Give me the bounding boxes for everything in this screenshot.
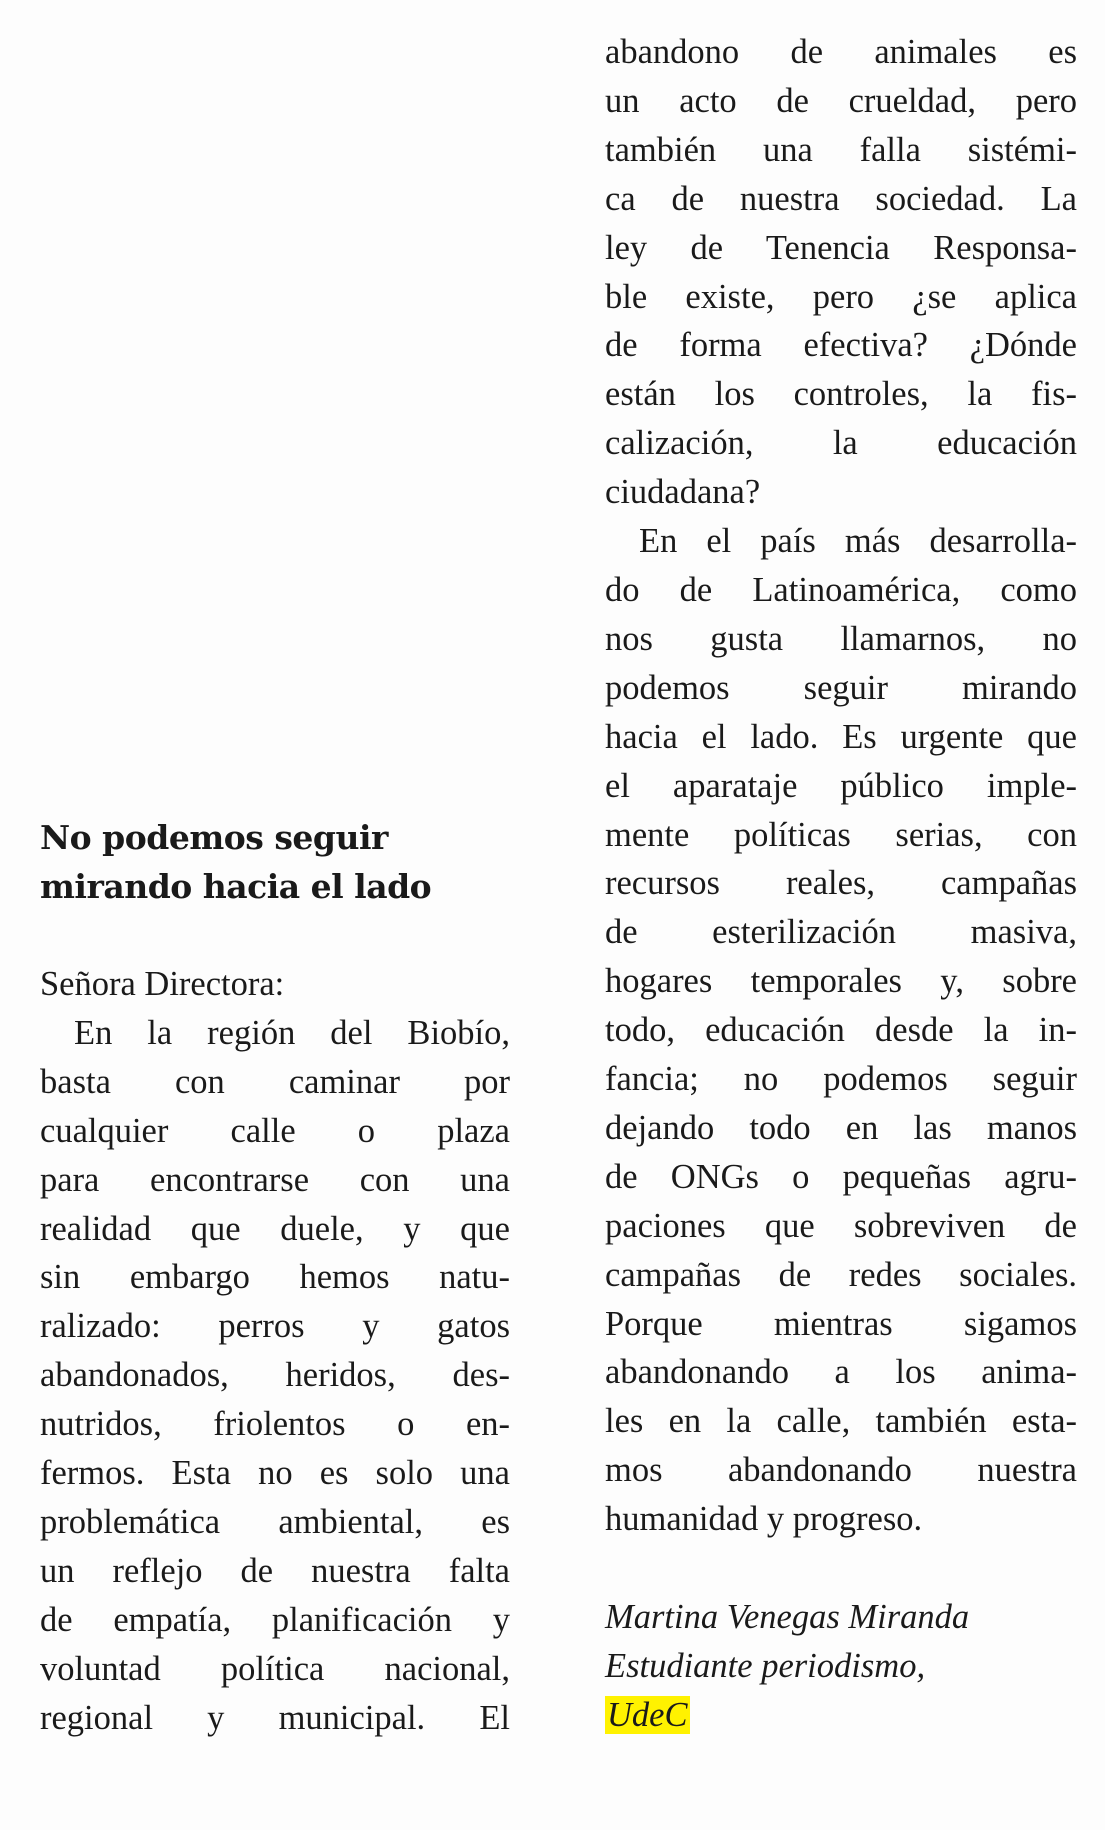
text-line: ralizado: perros y gatos <box>40 1307 510 1346</box>
text-line: un reflejo de nuestra falta <box>40 1551 510 1590</box>
signature-block <box>605 1593 1077 1740</box>
text-line: ciudadana? <box>605 473 761 512</box>
signature-institution-line <box>605 1691 1077 1740</box>
text-line: mente políticas serias, con <box>605 815 1077 854</box>
text-line: mos abandonando nuestra <box>605 1451 1077 1490</box>
text-line: ca de nuestra sociedad. La <box>605 179 1077 218</box>
text-line: basta con caminar por <box>40 1062 510 1101</box>
text-line: humanidad y progreso. <box>605 1500 923 1539</box>
text-line: Porque mientras sigamos <box>605 1304 1077 1343</box>
text-line: problemática ambiental, es <box>40 1502 510 1541</box>
right-column <box>605 28 1077 1740</box>
text-line: de ONGs o pequeñas agru- <box>605 1157 1077 1196</box>
signature-name: Martina Venegas Miranda <box>605 1598 970 1637</box>
text-line: también una falla sistémi- <box>605 130 1077 169</box>
text-line: campañas de redes sociales. <box>605 1255 1077 1294</box>
right-body-paragraph-2 <box>605 517 1077 1544</box>
text-line: realidad que duele, y que <box>40 1209 510 1248</box>
text-line: regional y municipal. El <box>40 1698 510 1737</box>
text-line: do de Latinoamérica, como <box>605 570 1077 609</box>
text-line: fermos. Esta no es solo una <box>40 1454 510 1493</box>
text-line: hogares temporales y, sobre <box>605 962 1077 1001</box>
text-line: de empatía, planificación y <box>40 1600 510 1639</box>
text-line: para encontrarse con una <box>40 1160 510 1199</box>
text-line: nutridos, friolentos o en- <box>40 1405 510 1444</box>
text-line: abandonados, heridos, des- <box>40 1356 510 1395</box>
text-line: un acto de crueldad, pero <box>605 81 1077 120</box>
text-line: ley de Tenencia Responsa- <box>605 228 1077 267</box>
text-line: paciones que sobreviven de <box>605 1206 1077 1245</box>
text-line: calización, la educación <box>605 424 1077 463</box>
text-line: cualquier calle o plaza <box>40 1111 510 1150</box>
text-line: abandonando a los anima- <box>605 1353 1077 1392</box>
title-line: No podemos seguir <box>40 818 388 857</box>
text-line: hacia el lado. Es urgente que <box>605 717 1077 756</box>
text-line: En la región del Biobío, <box>74 1013 510 1052</box>
text-line: ble existe, pero ¿se aplica <box>605 277 1077 316</box>
right-body-paragraph-1 <box>605 28 1077 517</box>
text-line: dejando todo en las manos <box>605 1108 1077 1147</box>
left-body-text <box>40 1009 510 1743</box>
signature-institution: UdeC <box>607 1695 688 1734</box>
signature-role: Estudiante periodismo, <box>605 1647 926 1685</box>
text-line: el aparataje público imple- <box>605 766 1077 805</box>
text-line: están los controles, la fis- <box>605 375 1077 414</box>
title-line: mirando hacia el lado <box>40 867 432 906</box>
text-line: todo, educación desde la in- <box>605 1011 1077 1050</box>
letter-title <box>40 813 510 911</box>
text-line: En el país más desarrolla- <box>639 522 1077 561</box>
text-line: de esterilización masiva, <box>605 913 1077 952</box>
text-line: les en la calle, también esta- <box>605 1402 1077 1441</box>
salutation: Señora Directora: <box>40 965 285 1003</box>
text-line: recursos reales, campañas <box>605 864 1077 903</box>
text-line: voluntad política nacional, <box>40 1649 510 1688</box>
text-line: podemos seguir mirando <box>605 668 1077 707</box>
text-line: nos gusta llamarnos, no <box>605 619 1077 658</box>
left-column <box>40 813 510 1743</box>
text-line: de forma efectiva? ¿Dónde <box>605 326 1077 365</box>
text-line: sin embargo hemos natu- <box>40 1258 510 1297</box>
text-line: fancia; no podemos seguir <box>605 1060 1077 1099</box>
text-line: abandono de animales es <box>605 33 1077 71</box>
